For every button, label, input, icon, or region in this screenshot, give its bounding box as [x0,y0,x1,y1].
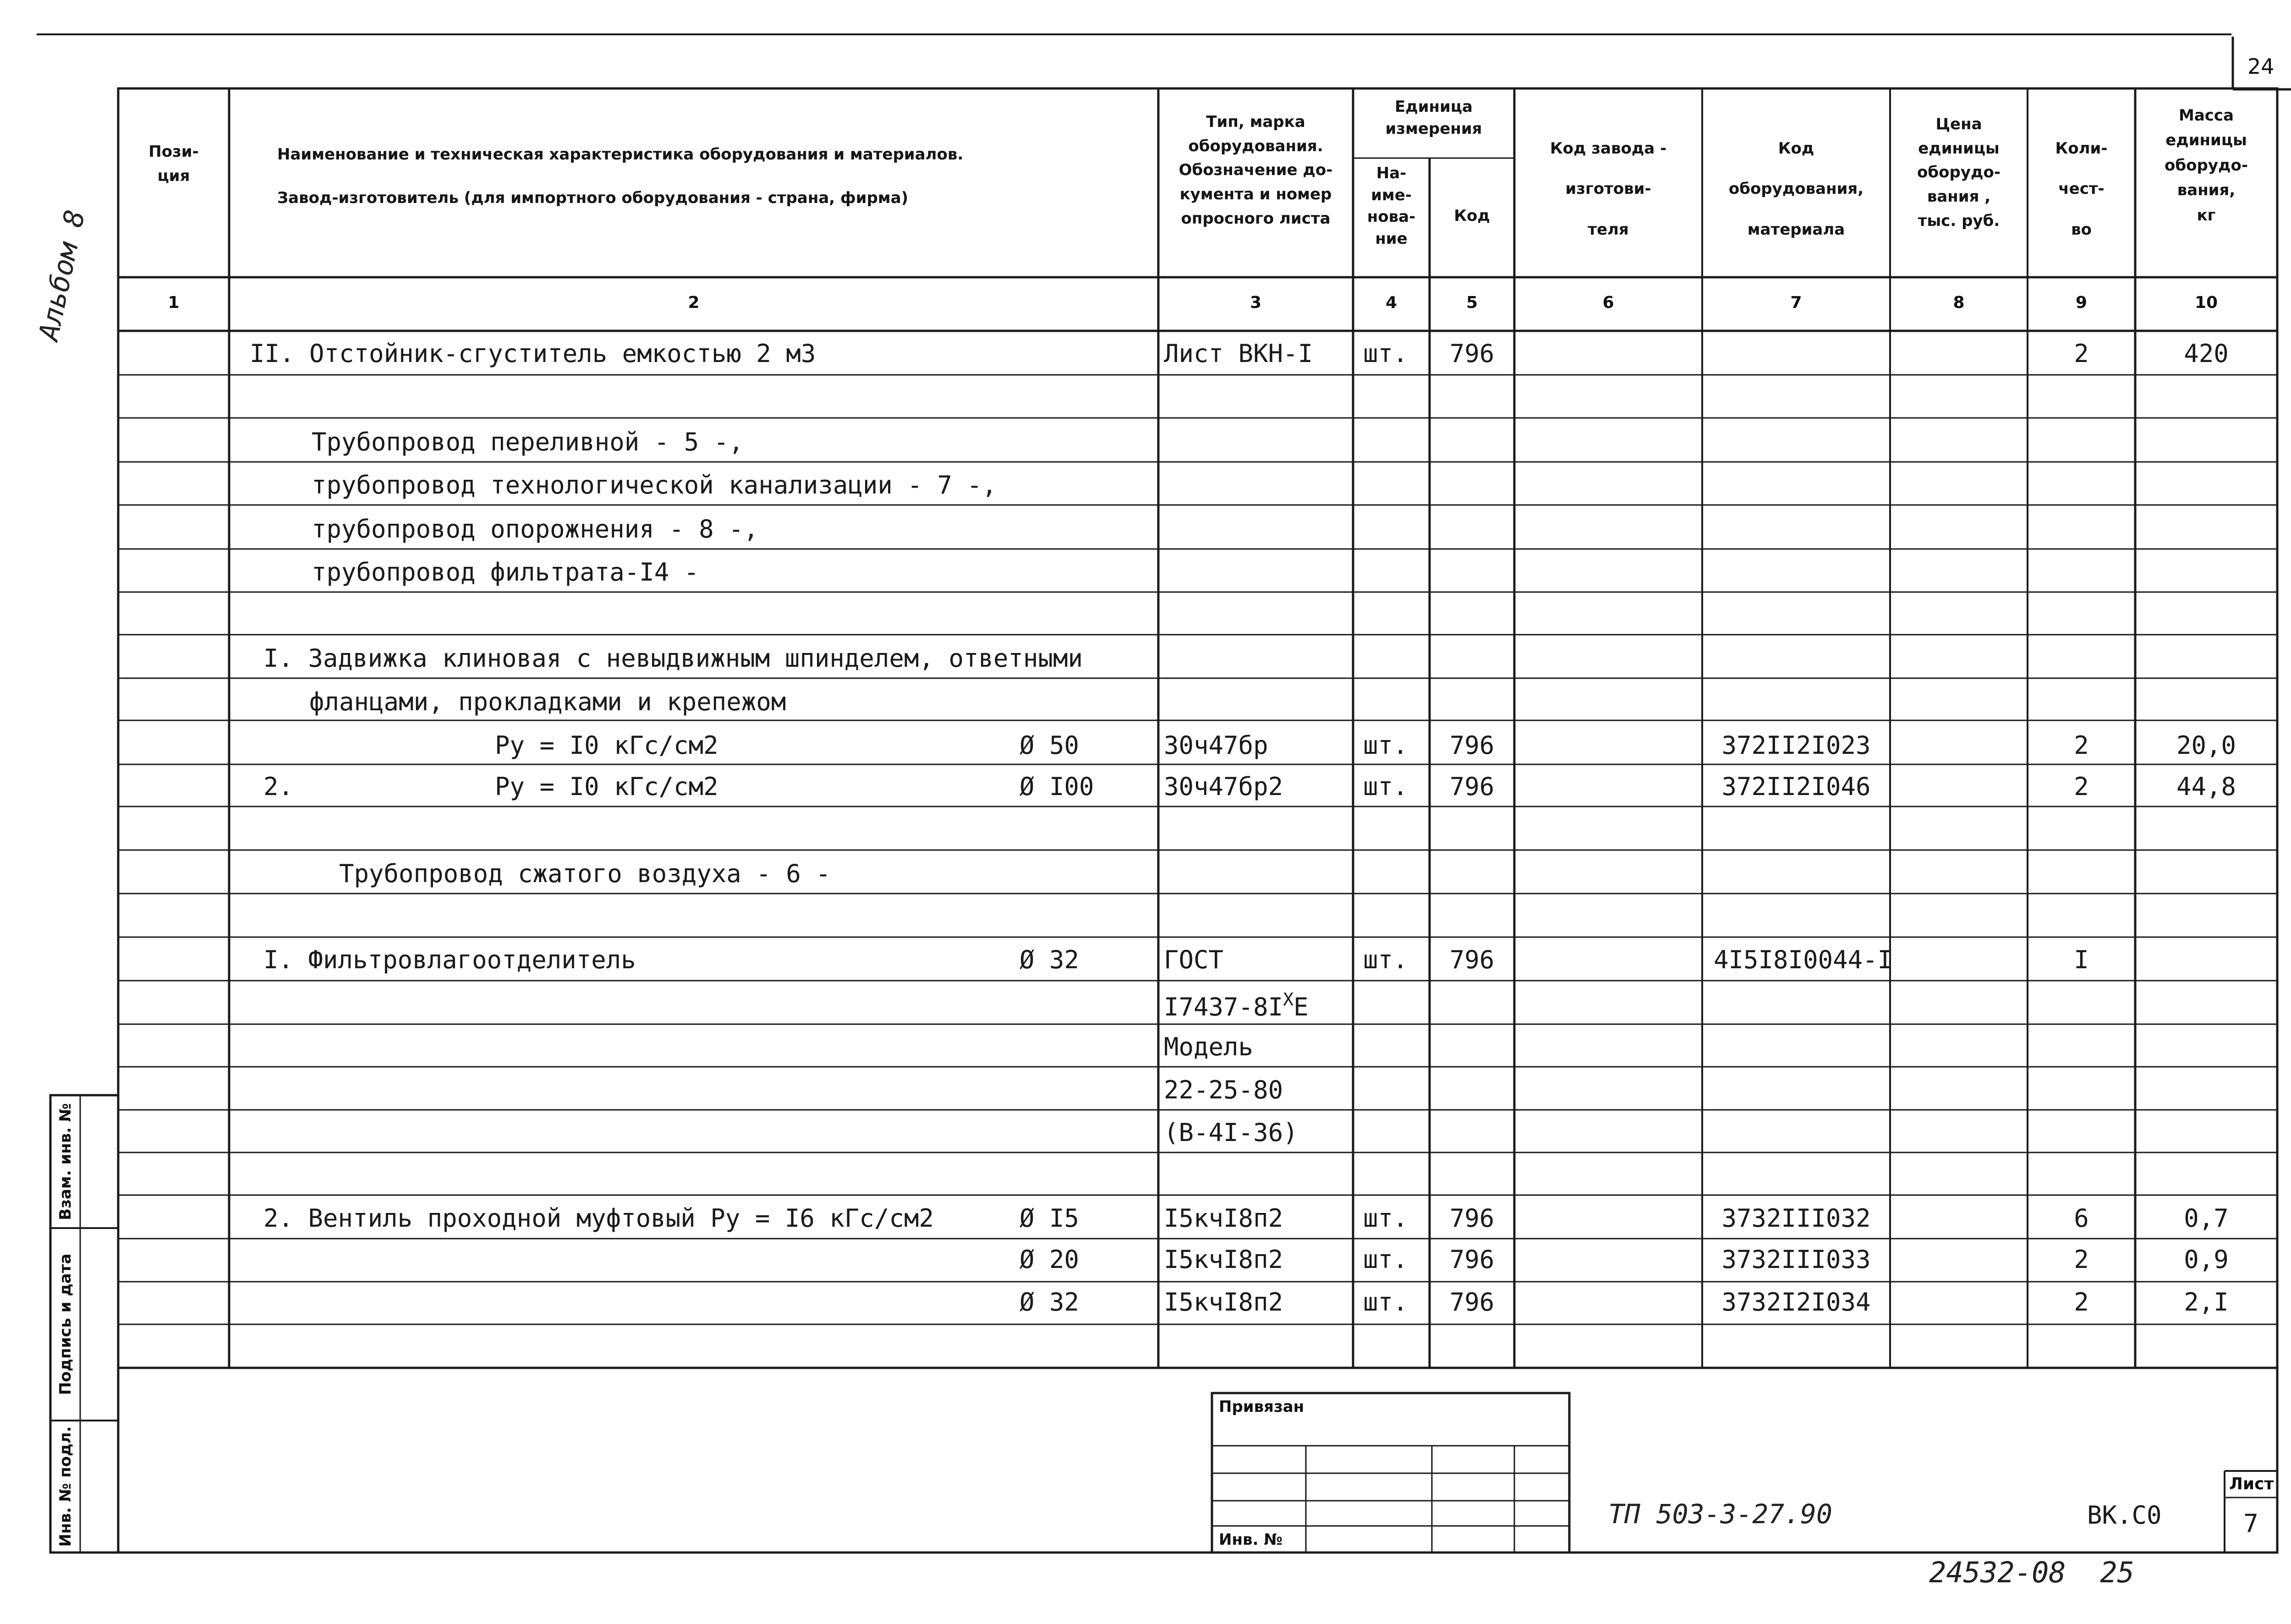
colnum-5: 5 [1466,293,1478,312]
item-code: 372II2I023 [1721,731,1871,760]
item-type: 30ч47бр2 [1164,772,1283,801]
header-mass: Масса единицы оборудо- вания, кг [2165,106,2248,225]
colnum-2: 2 [688,293,700,312]
item-code: 3732III032 [1721,1204,1871,1233]
colnum-1: 1 [168,293,180,312]
side-stamp-orig-inv [50,1421,80,1553]
item-qty: 2 [2074,772,2089,801]
item-mass: 0,7 [2184,1204,2229,1233]
stamp-privyazan: Привязан [1219,1398,1304,1416]
header-unit: Единица измерения [1385,98,1482,138]
item-code: 3732I2I034 [1721,1288,1871,1317]
item-qty: 2 [2074,339,2089,368]
item-mass: 44,8 [2176,772,2236,801]
item-unit-code: 796 [1449,1245,1495,1274]
item-mass: 20,0 [2176,731,2236,760]
side-stamp-label: Взам. инв. № [56,1103,75,1220]
item-code: 4I5I8I0044-I [1714,945,1893,974]
item-mass: 2,I [2184,1288,2229,1317]
side-stamp-label: Подпись и дата [56,1253,75,1395]
item-name-cont: фланцами, прокладками и крепежом [309,687,786,716]
sheet-number: 7 [2243,1509,2258,1538]
colnum-10: 10 [2194,293,2218,312]
item-diameter: Ø 32 [1019,945,1080,974]
item-qty: 2 [2074,731,2089,760]
colnum-6: 6 [1602,293,1614,312]
item-unit: шт. [1363,1204,1408,1233]
item-name: II. Отстойник-сгуститель емкостью 2 м3 [250,339,816,368]
item-name: 2. Вентиль проходной муфтовый Ру = I6 кГс/см2 [263,1204,934,1233]
item-code: 3732III033 [1721,1245,1871,1274]
item-unit: шт. [1363,339,1408,368]
colnum-8: 8 [1953,293,1965,312]
item-type: 30ч47бр [1164,731,1268,760]
item-type-standard: $I7437-8I^XE$ [1164,989,1309,1021]
header-unit-name: На- име- нова- ние [1367,164,1416,248]
item-diameter: Ø 32 [1019,1288,1080,1317]
colnum-7: 7 [1790,293,1802,312]
album-note: Альбом 8 [33,207,92,344]
item-unit: шт. [1363,1288,1408,1317]
item-unit-code: 796 [1449,339,1495,368]
item-name: I. Фильтровлагоотделитель [263,945,636,974]
item-mass: 0,9 [2184,1245,2229,1274]
colnum-4: 4 [1385,293,1398,312]
item-unit-code: 796 [1449,945,1495,974]
colnum-3: 3 [1250,293,1262,312]
item-unit: шт. [1363,731,1408,760]
item-unit: шт. [1363,1245,1408,1274]
archive-number: 24532-08 25 [1929,1556,2134,1589]
item-code: 372II2I046 [1721,772,1871,801]
item-type: 22-25-80 [1164,1075,1283,1104]
item-type: Лист ВКН-I [1164,339,1313,368]
colnum-9: 9 [2075,293,2088,312]
corner-page-number: 24 [2247,54,2275,79]
document-code: ВК.С0 [2087,1501,2162,1530]
item-qty: 2 [2074,1288,2089,1317]
item-unit: шт. [1363,772,1408,801]
pipeline-line: трубопровод опорожнения - 8 -, [312,515,759,543]
pipeline-line: трубопровод технологической канализации - 7 -, [312,471,997,499]
item-type: I5кчI8п2 [1164,1245,1283,1274]
header-unit-code: Код [1454,207,1490,225]
document-number: ТП 503-3-27.90 [1608,1498,1832,1530]
item-unit-code: 796 [1449,772,1495,801]
pipeline-line: Трубопровод переливной - 5 -, [312,428,744,456]
side-stamp-replace-inv [50,1095,80,1228]
header-type: Тип, марка оборудования. Обозначение до- кумента и номер опросного листа [1178,113,1333,228]
item-position: 2. [263,772,294,801]
item-unit: шт. [1363,945,1408,974]
item-diameter: Ø 20 [1019,1245,1080,1274]
item-qty: I [2074,945,2089,974]
header-name: Наименование и техническая характеристика оборудования и материалов. Завод-изготовитель (для импортного оборудования - страна, фирма) [277,145,964,208]
header-price: Цена единицы оборудо- вания , тыс. руб. [1917,115,2001,230]
item-name: I. Задвижка клиновая с невыдвижным шпинделем, ответными [263,644,1083,673]
section-title: Трубопровод сжатого воздуха - 6 - [339,859,831,888]
item-name: Ру = I0 кГс/см2 [495,731,718,760]
item-type: I5кчI8п2 [1164,1288,1283,1317]
item-type: ГОСТ [1164,945,1224,974]
side-stamp-signature [50,1228,80,1421]
item-unit-code: 796 [1449,731,1495,760]
pipeline-line: трубопровод фильтрата-I4 - [312,558,699,587]
item-unit-code: 796 [1449,1288,1495,1317]
item-qty: 6 [2074,1204,2089,1233]
item-type: Модель [1164,1032,1254,1061]
item-unit-code: 796 [1449,1204,1495,1233]
item-qty: 2 [2074,1245,2089,1274]
item-diameter: Ø 50 [1019,731,1080,760]
item-type: (В-4I-36) [1164,1118,1298,1147]
side-stamp-label: Инв. № подл. [56,1426,75,1547]
item-diameter: Ø I00 [1019,772,1094,801]
header-maker-code: Код завода - изготови- теля [1550,139,1667,239]
sheet-label: Лист [2229,1475,2274,1493]
stamp-inv: Инв. № [1219,1531,1283,1549]
header-quantity: Коли- чест- во [2055,139,2108,239]
header-item-code: Код оборудования, материала [1728,139,1864,239]
header-position: Пози- ция [148,143,199,185]
item-type: I5кчI8п2 [1164,1204,1283,1233]
item-diameter: Ø I5 [1019,1204,1080,1233]
item-mass: 420 [2184,339,2229,368]
item-name: Ру = I0 кГс/см2 [495,772,718,801]
